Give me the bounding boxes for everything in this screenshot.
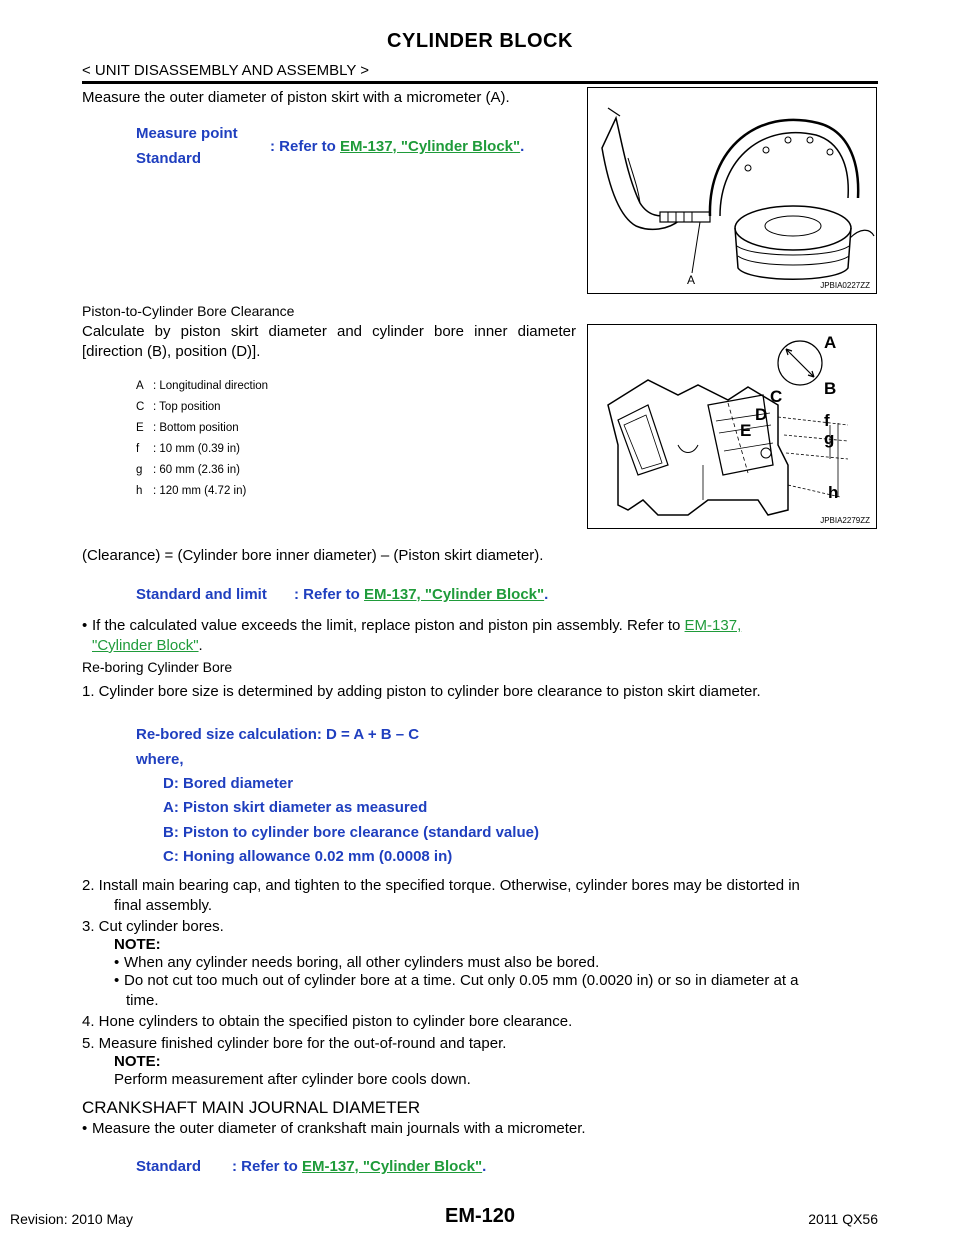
note-label: NOTE:	[114, 936, 161, 953]
figure-label-e: E	[740, 421, 752, 440]
em-137-link[interactable]: EM-137, "Cylinder Block"	[340, 138, 521, 155]
spec-reference	[270, 138, 524, 155]
crankshaft-bullet: • Measure the outer diameter of crankshaft main journals with a micrometer.	[82, 1120, 586, 1137]
micrometer-illustration	[588, 88, 876, 293]
figure-label-g: g	[824, 429, 835, 448]
calc-b: B: Piston to cylinder bore clearance (standard value)	[163, 824, 539, 841]
figure-label-h: h	[828, 483, 839, 502]
spec-suffix: .	[520, 138, 525, 155]
figure-label-c: C	[770, 387, 783, 406]
calc-c: C: Honing allowance 0.02 mm (0.0008 in)	[163, 848, 453, 865]
figure-code: JPBIA2279ZZ	[820, 516, 870, 525]
reboring-step-5: 5. Measure finished cylinder bore for the out-of-round and taper.	[82, 1035, 507, 1052]
calc-d: D: Bored diameter	[163, 775, 294, 792]
legend-item: g : 60 mm (2.36 in)	[136, 464, 240, 476]
clearance-formula: (Clearance) = (Cylinder bore inner diameter) – (Piston skirt diameter).	[82, 547, 544, 564]
spec-prefix: : Refer to	[270, 138, 341, 155]
spec-label-standard-limit: Standard and limit	[136, 586, 267, 603]
figure-label-a2: A	[824, 333, 837, 352]
page-number: EM-120	[444, 1205, 516, 1227]
note-bullet: • When any cylinder needs boring, all other cylinders must also be bored.	[114, 954, 600, 971]
legend-item: f : 10 mm (0.39 in)	[136, 443, 240, 455]
legend-item: A : Longitudinal direction	[136, 380, 269, 392]
note-text: Perform measurement after cylinder bore cools down.	[114, 1071, 471, 1088]
note-bullet: • Do not cut too much out of cylinder bore at a time. Cut only 0.05 mm (0.0020 in) or so in diameter at a time.	[114, 972, 799, 1009]
legend-item: C : Top position	[136, 401, 221, 413]
figure-label-a: A	[687, 273, 696, 287]
note-label: NOTE:	[114, 1053, 161, 1070]
cylinder-block-link[interactable]: "Cylinder Block"	[92, 637, 199, 654]
replace-piston-bullet: • If the calculated value exceeds the limit, replace piston and piston pin assembly. Refer to EM-137, "Cylinder Block".	[82, 617, 742, 654]
calc-where: where,	[136, 751, 184, 768]
cylinder-block-figure	[587, 324, 877, 529]
spec-label-standard: Standard	[136, 1158, 202, 1175]
em-137-link[interactable]: EM-137, "Cylinder Block"	[364, 586, 545, 603]
figure-label-d: D	[755, 405, 768, 424]
spec-reference: : Refer to EM-137, "Cylinder Block".	[294, 586, 549, 603]
clearance-text-line2: [direction (B), position (D)].	[82, 343, 261, 360]
calc-title: Re-bored size calculation: D = A + B – C	[136, 726, 420, 743]
figure-code: JPBIA0227ZZ	[820, 281, 870, 290]
calc-a: A: Piston skirt diameter as measured	[163, 799, 428, 816]
legend-item: E : Bottom position	[136, 422, 239, 434]
revision-date: Revision: 2010 May	[10, 1211, 133, 1227]
figure-legend	[136, 376, 268, 502]
figure-label-f: f	[824, 411, 830, 430]
reboring-step-3: 3. Cut cylinder bores.	[82, 918, 224, 935]
figure-label-b: B	[824, 379, 837, 398]
piston-skirt-intro: Measure the outer diameter of piston skirt with a micrometer (A).	[82, 89, 510, 106]
model-year: 2011 QX56	[808, 1211, 878, 1227]
clearance-text-line1: Calculate by piston skirt diameter and cylinder bore inner diameter	[82, 323, 576, 340]
page-title: CYLINDER BLOCK	[387, 30, 573, 52]
reboring-step-2: 2. Install main bearing cap, and tighten to the specified torque. Otherwise, cylinder bores may be distorted in final assembly.	[82, 877, 800, 914]
header-rule	[82, 81, 878, 84]
section-heading-crankshaft: CRANKSHAFT MAIN JOURNAL DIAMETER	[82, 1098, 421, 1117]
section-heading-clearance: Piston-to-Cylinder Bore Clearance	[82, 303, 295, 319]
spec-reference: : Refer to EM-137, "Cylinder Block".	[232, 1158, 487, 1175]
spec-label-measure-point: Measure point	[136, 125, 238, 142]
spec-label-standard: Standard	[136, 150, 202, 167]
reboring-step-1: 1. Cylinder bore size is determined by adding piston to cylinder bore clearance to piston skirt diameter.	[82, 683, 761, 700]
section-heading-reboring: Re-boring Cylinder Bore	[82, 659, 233, 675]
micrometer-figure	[587, 87, 877, 294]
reboring-step-4: 4. Hone cylinders to obtain the specified piston to cylinder bore clearance.	[82, 1013, 573, 1030]
breadcrumb: < UNIT DISASSEMBLY AND ASSEMBLY >	[82, 62, 370, 79]
legend-item: h : 120 mm (4.72 in)	[136, 485, 247, 497]
em-137-link[interactable]: EM-137,	[684, 617, 742, 634]
em-137-link[interactable]: EM-137, "Cylinder Block"	[302, 1158, 483, 1175]
